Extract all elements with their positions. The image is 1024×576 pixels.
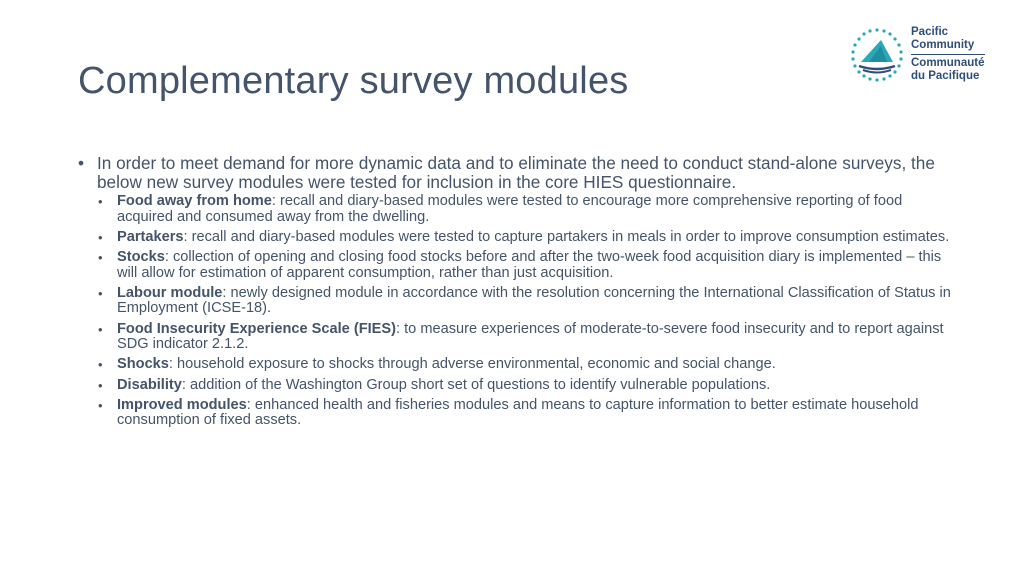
module-name: Partakers	[117, 228, 184, 245]
bullet-icon: •	[98, 357, 103, 373]
module-name: Disability	[117, 376, 182, 393]
list-item	[78, 250, 958, 281]
module-name: Food Insecurity Experience Scale (FIES)	[117, 320, 396, 337]
bullet-icon: •	[98, 397, 103, 413]
logo-line-4: du Pacifique	[911, 69, 980, 82]
module-name: Stocks	[117, 248, 165, 265]
list-item	[78, 194, 958, 225]
module-name: Shocks	[117, 356, 169, 373]
module-description: : to measure experiences of moderate-to-severe food insecurity and to report against SDG indicator 2.1.2.	[117, 320, 944, 353]
list-item	[78, 398, 958, 429]
bullet-icon: •	[98, 249, 103, 265]
module-description: : household exposure to shocks through adverse environmental, economic and social change.	[168, 356, 776, 373]
logo-line-3: Communauté	[911, 57, 985, 69]
module-description: : addition of the Washington Group short set of questions to identify vulnerable populations.	[181, 376, 771, 393]
list-item	[78, 357, 958, 373]
pacific-community-logo	[849, 24, 999, 90]
bullet-icon: •	[78, 153, 85, 173]
bullet-icon: •	[98, 285, 103, 301]
bullet-icon: •	[98, 321, 103, 337]
module-name: Labour module	[117, 284, 223, 301]
module-description: : recall and diary-based modules were tested to encourage more comprehensive reporting of food acquired and consumed away from the dwelling.	[117, 193, 903, 225]
module-description: : collection of opening and closing food stocks before and after the two-week food acquisition diary is implemented – this will allow for estimation of apparent consumption, rather than just acquisition.	[117, 248, 942, 281]
module-description: : newly designed module in accordance with the resolution concerning the International Classification of Status in Employment (ICSE-18).	[117, 284, 951, 317]
bullet-icon: •	[98, 377, 103, 393]
page-title: Complementary survey modules	[78, 60, 629, 102]
logo-text	[911, 26, 985, 82]
intro-text: In order to meet demand for more dynamic data and to eliminate the need to conduct stand-alone surveys, the below new survey modules were tested for inclusion in the core HIES questionnaire.	[97, 153, 935, 192]
module-list	[78, 194, 958, 429]
pacific-community-emblem-icon	[849, 26, 905, 84]
module-name: Improved modules	[117, 396, 247, 413]
logo-divider	[911, 54, 985, 55]
module-description: : recall and diary-based modules were tested to capture partakers in meals in order to improve consumption estimates.	[183, 228, 950, 245]
bullet-icon: •	[98, 229, 103, 245]
bullet-icon: •	[98, 194, 103, 209]
logo-line-2: Community	[911, 38, 975, 51]
intro-bullet	[78, 154, 958, 191]
list-item	[78, 230, 958, 246]
logo-line-1: Pacific	[911, 26, 949, 38]
list-item	[78, 322, 958, 353]
slide-body	[78, 154, 958, 433]
list-item	[78, 378, 958, 394]
module-name: Food away from home	[117, 193, 272, 209]
list-item	[78, 286, 958, 317]
module-description: : enhanced health and fisheries modules and means to capture information to better estimate household consumption of fixed assets.	[117, 396, 919, 429]
